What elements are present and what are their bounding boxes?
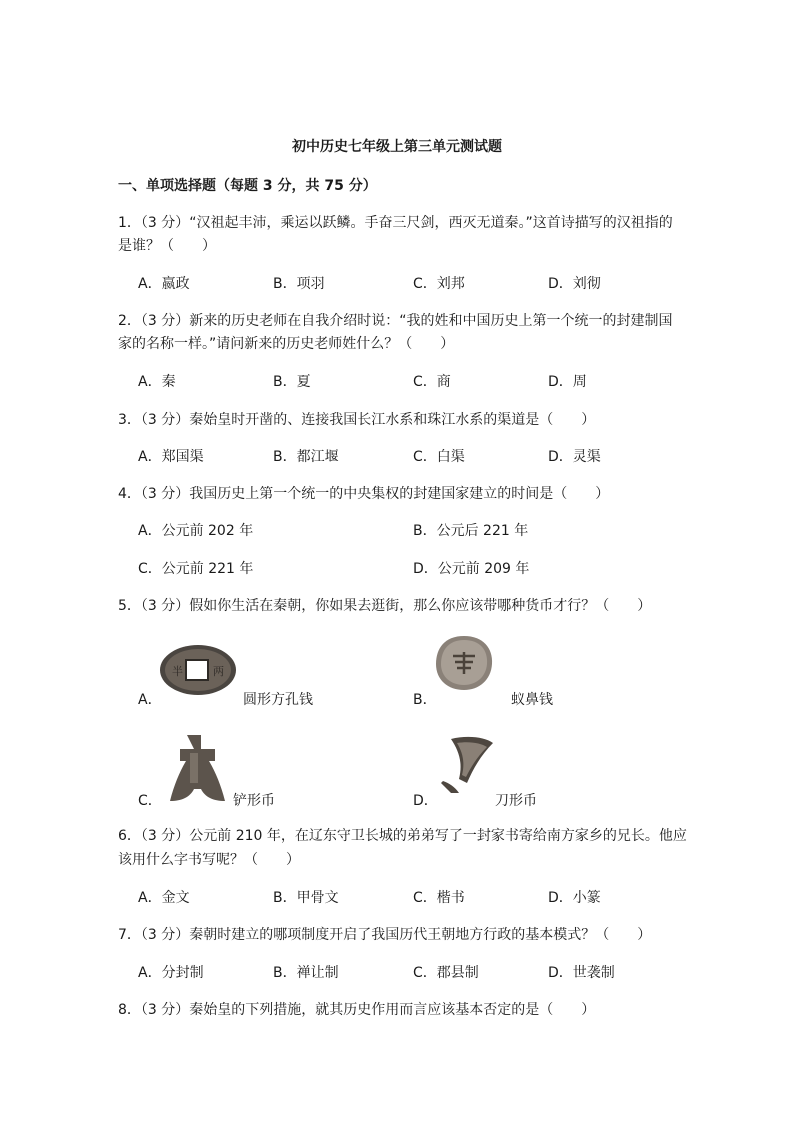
svg-text:两: 两	[213, 665, 224, 678]
q5-option-a: A．	[138, 692, 162, 708]
q5-option-a-label: 圆形方孔钱	[243, 692, 313, 708]
page-title: 初中历史七年级上第三单元测试题	[292, 139, 502, 155]
question-3-line-1: 3．（3 分）秦始皇时开凿的、连接我国长江水系和珠江水系的渠道是（ ）	[118, 412, 596, 428]
q2-option-c: C．商	[413, 374, 451, 390]
question-1-line-2: 是谁？（ ）	[118, 238, 216, 254]
q2-option-d: D．周	[548, 374, 587, 390]
q7-option-a: A．分封制	[138, 965, 204, 981]
question-8-line-1: 8．（3 分）秦始皇的下列措施，就其历史作用而言应该基本否定的是（ ）	[118, 1002, 596, 1018]
question-4-line-1: 4．（3 分）我国历史上第一个统一的中央集权的封建国家建立的时间是（ ）	[118, 486, 610, 502]
section-heading: 一、单项选择题（每题 3 分，共 75 分）	[118, 178, 377, 194]
q7-option-d: D．世袭制	[548, 965, 615, 981]
question-6-line-2: 该用什么字书写呢？（ ）	[118, 852, 300, 868]
question-2-line-1: 2．（3 分）新来的历史老师在自我介绍时说：“我的姓和中国历史上第一个统一的封建制国	[118, 313, 673, 329]
q4-option-d: D．公元前 209 年	[413, 561, 530, 577]
q4-option-a: A．公元前 202 年	[138, 523, 254, 539]
q5-option-b: B．	[413, 692, 437, 708]
q5-option-b-label: 蚁鼻钱	[511, 692, 553, 708]
question-7-line-1: 7．（3 分）秦朝时建立的哪项制度开启了我国历代王朝地方行政的基本模式？（ ）	[118, 927, 652, 943]
q5-option-d-label: 刀形币	[495, 793, 537, 809]
q1-option-c: C．刘邦	[413, 276, 465, 292]
q3-option-a: A．郑国渠	[138, 449, 204, 465]
q2-option-a: A．秦	[138, 374, 176, 390]
q3-option-c: C．白渠	[413, 449, 465, 465]
q6-option-b: B．甲骨文	[273, 890, 339, 906]
q3-option-b: B．都江堰	[273, 449, 339, 465]
q4-option-b: B．公元后 221 年	[413, 523, 529, 539]
q6-option-a: A．金文	[138, 890, 190, 906]
q1-option-d: D．刘彻	[548, 276, 601, 292]
q3-option-d: D．灵渠	[548, 449, 601, 465]
question-1-line-1: 1．（3 分）“汉祖起丰沛，乘运以跃鳞。手奋三尺剑，西灭无道秦。”这首诗描写的汉祖指的	[118, 215, 673, 231]
knife-coin-icon	[437, 733, 497, 795]
q6-option-c: C．楷书	[413, 890, 465, 906]
q5-option-d: D．	[413, 793, 438, 809]
question-5-line-1: 5．（3 分）假如你生活在秦朝，你如果去逛街，那么你应该带哪种货币才行？（ ）	[118, 598, 652, 614]
q7-option-c: C．郡县制	[413, 965, 479, 981]
question-6-line-1: 6．（3 分）公元前 210 年，在辽东守卫长城的弟弟写了一封家书寄给南方家乡的兄长。他应	[118, 828, 687, 844]
round-coin-square-hole-icon	[158, 643, 238, 698]
q7-option-b: B．禅让制	[273, 965, 339, 981]
svg-text:半: 半	[172, 665, 183, 678]
q2-option-b: B．夏	[273, 374, 311, 390]
q4-option-c: C．公元前 221 年	[138, 561, 254, 577]
spade-coin-icon	[158, 733, 230, 805]
question-2-line-2: 家的名称一样。”请问新来的历史老师姓什么？（ ）	[118, 336, 455, 352]
q1-option-b: B．项羽	[273, 276, 325, 292]
q5-option-c-label: 铲形币	[233, 793, 275, 809]
q1-option-a: A．嬴政	[138, 276, 190, 292]
q6-option-d: D．小篆	[548, 890, 601, 906]
q5-option-c: C．	[138, 793, 162, 809]
ant-nose-coin-icon	[433, 634, 495, 692]
